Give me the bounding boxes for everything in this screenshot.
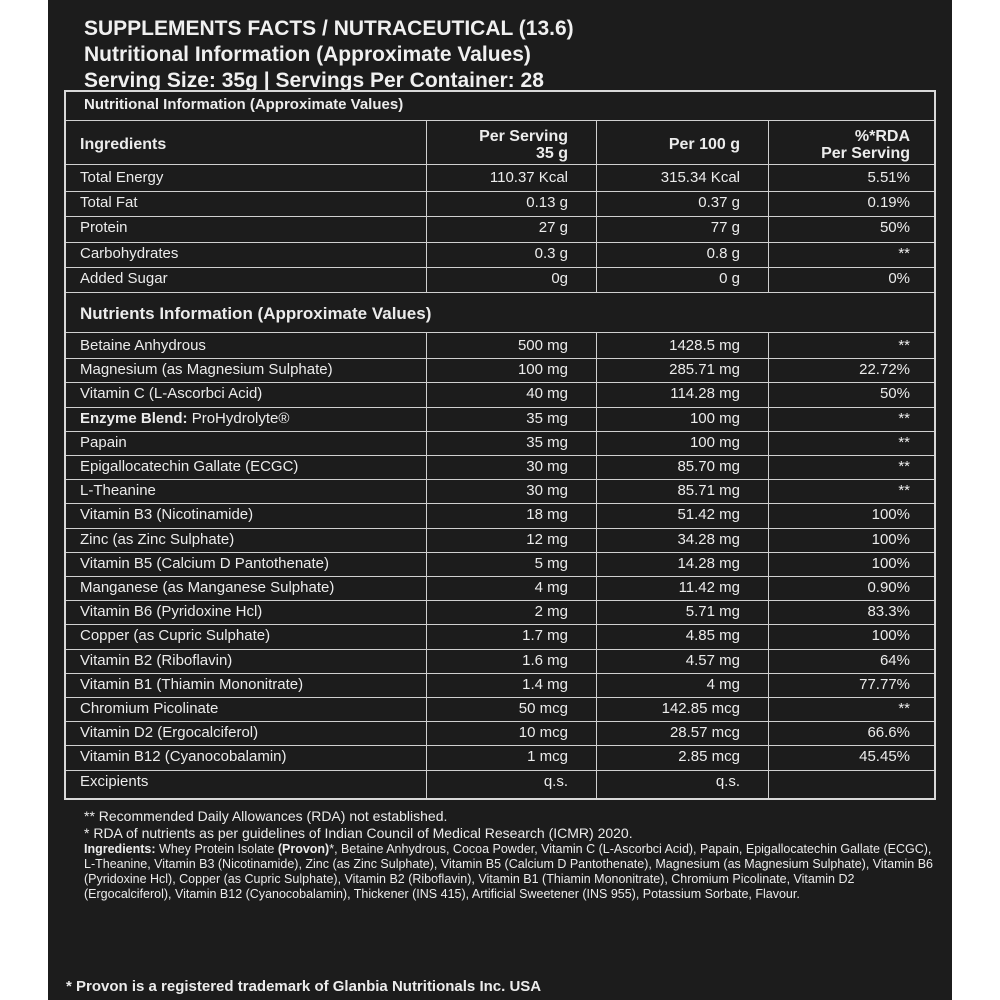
row-per-serving: 0.3 g — [534, 244, 568, 262]
row-per-100g: 100 mg — [689, 409, 740, 427]
column-divider — [768, 332, 769, 798]
row-per-100g: 0.37 g — [698, 194, 740, 212]
row-name: Total Energy — [80, 169, 164, 186]
row-rda: ** — [898, 482, 910, 500]
col-ingredients: Ingredients — [80, 136, 167, 153]
row-per-serving: 1 mcg — [527, 748, 568, 766]
header-serving-info: Serving Size: 35g | Servings Per Container: 28 — [84, 69, 544, 92]
row-per-100g: 34.28 mg — [677, 530, 740, 548]
row-name: Carbohydrates — [80, 244, 179, 262]
row-name: Chromium Picolinate — [80, 700, 219, 717]
column-divider — [426, 332, 427, 798]
table-row — [66, 600, 934, 624]
row-per-serving: 27 g — [538, 219, 568, 237]
rda-icmr-note: * RDA of nutrients as per guidelines of Indian Council of Medical Research (ICMR) 2020. — [84, 825, 633, 841]
row-rda: 83.3% — [867, 603, 910, 621]
column-divider — [768, 120, 769, 292]
row-per-100g: 0.8 g — [706, 244, 740, 262]
row-per-100g: 85.70 mg — [677, 458, 740, 475]
row-name: Magnesium (as Magnesium Sulphate) — [80, 361, 333, 379]
row-rda: 66.6% — [867, 724, 910, 742]
row-name: Papain — [80, 433, 127, 451]
row-per-serving: 500 mg — [517, 337, 568, 354]
table-row — [66, 455, 934, 479]
ingredients-label: Ingredients: — [84, 842, 156, 856]
row-per-100g: 315.34 Kcal — [660, 169, 740, 186]
row-per-serving: 1.6 mg — [522, 651, 568, 669]
row-per-serving: q.s. — [543, 772, 568, 790]
row-rda: 100% — [871, 554, 910, 572]
row-per-100g: 85.71 mg — [677, 482, 740, 500]
row-rda: 0.19% — [867, 194, 910, 212]
table-row — [66, 216, 934, 241]
row-name-rest: ProHydrolyte® — [187, 409, 290, 427]
ingredients-pre: Whey Protein Isolate — [155, 842, 278, 856]
trademark-note: * Provon is a registered trademark of Glanbia Nutritionals Inc. USA — [66, 978, 542, 995]
row-per-serving: 40 mg — [526, 385, 568, 403]
row-per-serving: 110.37 Kcal — [489, 169, 568, 186]
row-name: Vitamin D2 (Ergocalciferol) — [80, 724, 259, 742]
table-row — [66, 382, 934, 406]
row-per-serving: 1.4 mg — [522, 675, 568, 693]
table-row — [66, 576, 934, 600]
row-per-100g: 5.71 mg — [685, 603, 740, 621]
row-name: Zinc (as Zinc Sulphate) — [80, 530, 235, 548]
row-name: Epigallocatechin Gallate (ECGC) — [80, 458, 299, 475]
table-row — [66, 503, 934, 527]
row-per-serving: 18 mg — [526, 506, 568, 524]
rda-not-established-note: ** Recommended Daily Allowances (RDA) not established. — [84, 808, 448, 824]
table-row — [66, 479, 934, 503]
row-rda: 100% — [871, 530, 910, 548]
row-per-100g: 114.28 mg — [670, 385, 740, 403]
row-rda: 22.72% — [859, 361, 910, 379]
row-rda: 77.77% — [859, 675, 910, 693]
nutrients-section-title: Nutrients Information (Approximate Values) — [80, 304, 432, 323]
row-rda: 100% — [871, 627, 910, 645]
col-per-serving: Per Serving — [479, 128, 568, 145]
footer-notes — [84, 808, 934, 902]
row-name: Vitamin B2 (Riboflavin) — [80, 651, 233, 669]
row-per-serving: 30 mg — [526, 458, 568, 475]
row-rda: 45.45% — [859, 748, 910, 766]
column-divider — [426, 120, 427, 292]
table-row — [66, 745, 934, 769]
ingredients-list — [84, 842, 934, 902]
column-divider — [596, 120, 597, 292]
row-name: L-Theanine — [80, 482, 156, 500]
row-rda: ** — [898, 700, 910, 717]
row-per-100g: 11.42 mg — [678, 579, 740, 596]
table-row — [66, 624, 934, 648]
table-row — [66, 166, 934, 191]
row-per-serving: 35 mg — [526, 433, 568, 451]
table-row — [66, 649, 934, 673]
row-per-serving: 1.7 mg — [522, 627, 568, 645]
row-per-serving: 100 mg — [517, 361, 568, 379]
row-per-serving: 0.13 g — [526, 194, 568, 212]
row-name: Protein — [80, 219, 128, 237]
row-name: Total Fat — [80, 194, 138, 212]
col-per-100g: Per 100 g — [668, 136, 740, 153]
row-per-100g: 4.57 mg — [685, 651, 740, 669]
table-row — [66, 721, 934, 745]
table-row — [66, 334, 934, 358]
divider — [66, 292, 934, 293]
row-per-serving: 50 mcg — [518, 700, 568, 717]
row-name: Vitamin B1 (Thiamin Mononitrate) — [80, 675, 304, 693]
row-per-serving: 5 mg — [534, 554, 568, 572]
row-per-100g: 0 g — [719, 269, 740, 287]
row-per-100g: 77 g — [710, 219, 740, 237]
row-per-100g: 28.57 mcg — [669, 724, 740, 742]
row-rda: 5.51% — [867, 169, 910, 186]
row-name: Added Sugar — [80, 269, 168, 287]
row-rda: 50% — [879, 219, 910, 237]
row-rda: ** — [898, 337, 910, 354]
nutrition-table — [64, 90, 936, 800]
row-name: Betaine Anhydrous — [80, 337, 206, 354]
divider — [66, 332, 934, 333]
header-title: SUPPLEMENTS FACTS / NUTRACEUTICAL (13.6) — [84, 17, 574, 40]
row-per-serving: 30 mg — [526, 482, 568, 500]
table-row — [66, 770, 934, 794]
row-name: Vitamin B6 (Pyridoxine Hcl) — [80, 603, 263, 621]
divider — [66, 164, 934, 165]
table-title: Nutritional Information (Approximate Values) — [84, 96, 404, 113]
label-header — [84, 16, 574, 94]
row-name: Excipients — [80, 772, 149, 790]
row-per-100g: q.s. — [715, 772, 740, 790]
col-rda-sub: Per Serving — [821, 145, 910, 162]
ingredients-text: *, Betaine Anhydrous, Cocoa Powder, Vitamin C (L-Ascorbci Acid), Papain, Epigallocatechin Gallate (ECGC), L-Theanine, Vitamin B3 (Nicotinamide), Zinc (as Zinc Sulphate), Vitamin B5 (Calcium D Pantothenate), Magnesium (as Magnesium Sulphate), Vitamin B6 (Pyridoxine Hcl), Copper (as Cupric Sulphate), Vitamin B2 (Riboflavin), Vitamin B1 (Thiamin Mononitrate), Chromium Picolinate, Vitamin D2 (Ergocalciferol), Vitamin B12 (Cyanocobalamin), Thickener (INS 415), Artificial Sweetener (INS 955), Potassium Sorbate, Flavour. — [84, 842, 933, 901]
row-name: Vitamin B12 (Cyanocobalamin) — [80, 748, 287, 766]
row-name: Vitamin B5 (Calcium D Pantothenate) — [80, 554, 330, 572]
row-per-serving: 10 mcg — [518, 724, 568, 742]
col-rda: %*RDA — [854, 128, 910, 145]
row-per-100g: 4 mg — [706, 675, 740, 693]
table-row — [66, 242, 934, 267]
row-rda: 50% — [879, 385, 910, 403]
row-per-100g: 285.71 mg — [669, 361, 740, 379]
row-rda: 64% — [879, 651, 910, 669]
row-rda: ** — [898, 409, 910, 427]
table-row — [66, 697, 934, 721]
divider — [66, 120, 934, 121]
row-name: Manganese (as Manganese Sulphate) — [80, 579, 335, 596]
row-rda: 0.90% — [867, 579, 910, 596]
row-name: Vitamin B3 (Nicotinamide) — [80, 506, 254, 524]
row-per-serving: 35 mg — [526, 409, 568, 427]
row-name — [80, 410, 289, 427]
row-per-serving: 0g — [551, 269, 568, 287]
row-name: Vitamin C (L-Ascorbci Acid) — [80, 385, 263, 403]
table-row — [66, 267, 934, 292]
row-per-100g: 4.85 mg — [685, 627, 740, 645]
table-row — [66, 528, 934, 552]
row-per-100g: 1428.5 mg — [669, 337, 740, 354]
table-row — [66, 407, 934, 431]
row-per-100g: 51.42 mg — [677, 506, 740, 524]
row-per-100g: 2.85 mcg — [678, 748, 740, 766]
row-per-100g: 100 mg — [689, 433, 740, 451]
row-rda: ** — [898, 433, 910, 451]
row-per-serving: 2 mg — [534, 603, 568, 621]
table-row — [66, 191, 934, 216]
row-per-100g: 14.28 mg — [677, 554, 740, 572]
row-name-bold: Enzyme Blend: — [80, 409, 188, 427]
column-divider — [596, 332, 597, 798]
header-subtitle: Nutritional Information (Approximate Values) — [84, 43, 531, 66]
row-rda: ** — [898, 244, 910, 262]
row-per-100g: 142.85 mcg — [661, 700, 740, 717]
row-rda: ** — [898, 458, 910, 475]
table-row — [66, 673, 934, 697]
table-row — [66, 358, 934, 382]
ingredients-brand: (Provon) — [277, 842, 330, 856]
row-per-serving: 12 mg — [526, 530, 568, 548]
table-row — [66, 552, 934, 576]
row-rda: 0% — [888, 269, 910, 287]
row-per-serving: 4 mg — [534, 579, 568, 596]
row-name: Copper (as Cupric Sulphate) — [80, 627, 271, 645]
row-rda: 100% — [871, 506, 910, 524]
table-header-row — [66, 124, 934, 164]
table-row — [66, 431, 934, 455]
col-per-serving-size: 35 g — [535, 145, 568, 162]
